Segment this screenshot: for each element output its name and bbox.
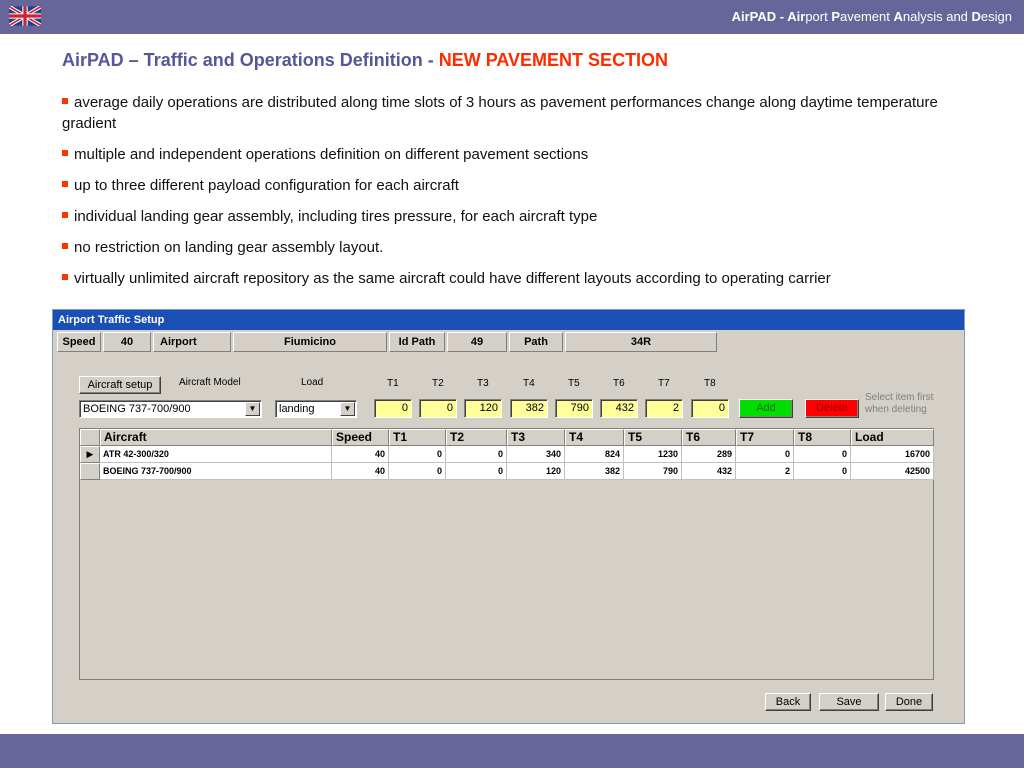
column-header[interactable]: Aircraft	[100, 429, 332, 446]
speed-value: 40	[103, 332, 151, 352]
brand-part: Air	[787, 9, 806, 24]
brand-part: nalysis and	[902, 9, 972, 24]
airport-value: Fiumicino	[233, 332, 387, 352]
brand-part: port	[805, 9, 832, 24]
footer-bar	[0, 734, 1024, 768]
table-cell[interactable]: 120	[507, 463, 565, 480]
column-header[interactable]: T7	[736, 429, 794, 446]
column-header[interactable]: T5	[624, 429, 682, 446]
brand-part: D	[971, 9, 981, 24]
airport-traffic-setup-window	[52, 309, 965, 724]
table-cell[interactable]: 0	[736, 446, 794, 463]
table-cell[interactable]: 42500	[851, 463, 934, 480]
slot-label-t1: T1	[387, 378, 399, 389]
column-header[interactable]: T4	[565, 429, 624, 446]
page-title-main: AirPAD – Traffic and Operations Definition -	[62, 50, 439, 70]
table-cell[interactable]: 340	[507, 446, 565, 463]
aircraft-model-value: BOEING 737-700/900	[83, 403, 191, 415]
column-header[interactable]: Speed	[332, 429, 389, 446]
table-cell[interactable]: 0	[389, 446, 446, 463]
path-label: Path	[509, 332, 563, 352]
aircraft-setup-button[interactable]: Aircraft setup	[79, 376, 161, 394]
load-select[interactable]	[275, 400, 357, 418]
bullet-item: average daily operations are distributed along time slots of 3 hours as pavement performances change along daytime temperature gradient	[62, 94, 938, 132]
table-cell[interactable]: 0	[794, 463, 851, 480]
table-cell[interactable]: BOEING 737-700/900	[100, 463, 332, 480]
bullet-square-icon	[62, 243, 68, 249]
table-cell[interactable]: 0	[446, 446, 507, 463]
table-cell[interactable]: 0	[794, 446, 851, 463]
header-bar	[0, 0, 1024, 34]
column-header[interactable]: T8	[794, 429, 851, 446]
brand-title	[732, 9, 1012, 24]
table-cell[interactable]: 824	[565, 446, 624, 463]
column-header[interactable]: T1	[389, 429, 446, 446]
save-button[interactable]: Save	[819, 693, 879, 711]
slot-label-t3: T3	[477, 378, 489, 389]
table-cell[interactable]: 16700	[851, 446, 934, 463]
brand-part: avement	[840, 9, 894, 24]
column-header[interactable]: T2	[446, 429, 507, 446]
slot-label-t7: T7	[658, 378, 670, 389]
table-cell[interactable]: 382	[565, 463, 624, 480]
grid-corner	[80, 429, 100, 446]
bullet-item: multiple and independent operations definition on different pavement sections	[62, 144, 962, 165]
aircraft-model-label: Aircraft Model	[179, 377, 241, 388]
slot-label-t5: T5	[568, 378, 580, 389]
bullet-item: up to three different payload configuration for each aircraft	[62, 175, 962, 196]
path-value: 34R	[565, 332, 717, 352]
table-cell[interactable]: 0	[389, 463, 446, 480]
slot-input-t4[interactable]: 382	[510, 399, 548, 418]
add-button[interactable]: Add	[739, 399, 793, 418]
brand-part: esign	[980, 9, 1012, 24]
bullet-item: virtually unlimited aircraft repository as the same aircraft could have different layouts according to operating carrier	[62, 268, 962, 289]
slot-label-t4: T4	[523, 378, 535, 389]
row-pointer-icon[interactable]: ▶	[80, 446, 100, 463]
page-title	[62, 50, 668, 71]
row-selector[interactable]	[80, 463, 100, 480]
slot-input-t2[interactable]: 0	[419, 399, 457, 418]
brand-part: AirPAD -	[731, 9, 788, 24]
slot-label-t6: T6	[613, 378, 625, 389]
table-cell[interactable]: 40	[332, 446, 389, 463]
aircraft-model-select[interactable]	[79, 400, 262, 418]
bullet-square-icon	[62, 274, 68, 280]
table-cell[interactable]: 1230	[624, 446, 682, 463]
slot-label-t2: T2	[432, 378, 444, 389]
column-header[interactable]: Load	[851, 429, 934, 446]
slot-input-t7[interactable]: 2	[645, 399, 683, 418]
slot-input-t6[interactable]: 432	[600, 399, 638, 418]
brand-part: P	[831, 9, 840, 24]
load-value: landing	[279, 403, 315, 415]
page-title-highlight: NEW PAVEMENT SECTION	[438, 50, 669, 70]
slot-input-t8[interactable]: 0	[691, 399, 729, 418]
table-cell[interactable]: 289	[682, 446, 736, 463]
table-cell[interactable]: ATR 42-300/320	[100, 446, 332, 463]
done-button[interactable]: Done	[885, 693, 933, 711]
window-title: Airport Traffic Setup	[53, 310, 964, 330]
slot-input-t5[interactable]: 790	[555, 399, 593, 418]
delete-button[interactable]: Delete	[805, 399, 859, 418]
bullet-square-icon	[62, 181, 68, 187]
brand-part: A	[893, 9, 903, 24]
table-cell[interactable]: 2	[736, 463, 794, 480]
chevron-down-icon[interactable]: ▼	[245, 402, 260, 416]
traffic-grid	[79, 428, 934, 680]
id-path-label: Id Path	[389, 332, 445, 352]
bullet-square-icon	[62, 98, 68, 104]
delete-hint: Select item first when deleting	[865, 392, 934, 415]
speed-label: Speed	[57, 332, 101, 352]
table-cell[interactable]: 790	[624, 463, 682, 480]
table-cell[interactable]: 432	[682, 463, 736, 480]
uk-flag-icon	[9, 6, 41, 26]
bullet-square-icon	[62, 212, 68, 218]
table-cell[interactable]: 40	[332, 463, 389, 480]
bullet-item: no restriction on landing gear assembly layout.	[62, 237, 962, 258]
bullet-square-icon	[62, 150, 68, 156]
airport-label: Airport	[153, 332, 231, 352]
id-path-value: 49	[447, 332, 507, 352]
load-label: Load	[301, 377, 324, 388]
column-header[interactable]: T6	[682, 429, 736, 446]
chevron-down-icon[interactable]: ▼	[340, 402, 355, 416]
bullet-item: individual landing gear assembly, including tires pressure, for each aircraft type	[62, 206, 962, 227]
table-cell[interactable]: 0	[446, 463, 507, 480]
slot-label-t8: T8	[704, 378, 716, 389]
back-button[interactable]: Back	[765, 693, 811, 711]
bullet-list	[62, 92, 962, 299]
slot-input-t1[interactable]: 0	[374, 399, 412, 418]
slot-input-t3[interactable]: 120	[464, 399, 502, 418]
column-header[interactable]: T3	[507, 429, 565, 446]
